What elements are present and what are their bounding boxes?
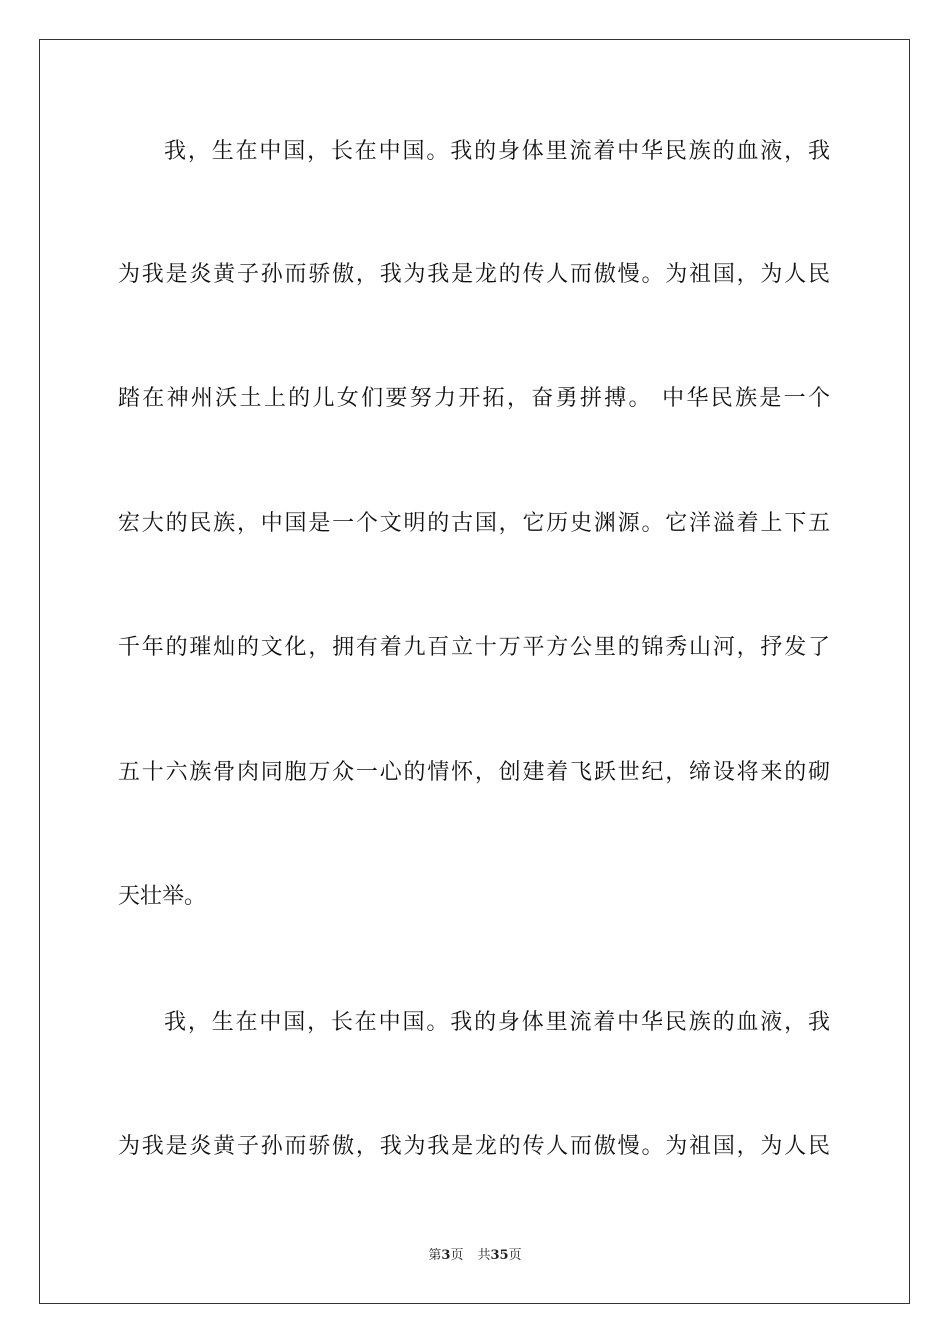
total-unit: 页	[508, 1248, 522, 1263]
paragraph-1-line-6: 五十六族骨肉同胞万众一心的情怀，创建着飞跃世纪，缔设将来的砌	[118, 760, 830, 785]
paragraph-1-line-1: 我，生在中国，长在中国。我的身体里流着中华民族的血液，我	[164, 139, 830, 164]
page-unit: 页	[450, 1248, 464, 1263]
page-border	[39, 39, 910, 1304]
paragraph-2-line-1: 我，生在中国，长在中国。我的身体里流着中华民族的血液，我	[164, 1010, 830, 1035]
paragraph-1-line-4: 宏大的民族，中国是一个文明的古国，它历史渊源。它洋溢着上下五	[118, 511, 830, 536]
paragraph-1-line-3: 踏在神州沃土上的儿女们要努力开拓，奋勇拼搏。 中华民族是一个	[118, 386, 830, 411]
paragraph-1-line-2: 为我是炎黄子孙而骄傲，我为我是龙的传人而傲慢。为祖国，为人民	[118, 262, 830, 287]
total-prefix: 共	[477, 1248, 491, 1263]
paragraph-2-line-2: 为我是炎黄子孙而骄傲，我为我是龙的传人而傲慢。为祖国，为人民	[118, 1134, 830, 1159]
page-total: 35	[490, 1248, 509, 1263]
paragraph-1-line-7: 天壮举。	[118, 884, 207, 909]
paragraph-1-line-5: 千年的璀灿的文化，拥有着九百立十万平方公里的锦秀山河，抒发了	[118, 635, 830, 660]
page-current: 3	[441, 1248, 451, 1263]
page-prefix: 第	[428, 1248, 442, 1263]
page-footer	[0, 1247, 950, 1265]
